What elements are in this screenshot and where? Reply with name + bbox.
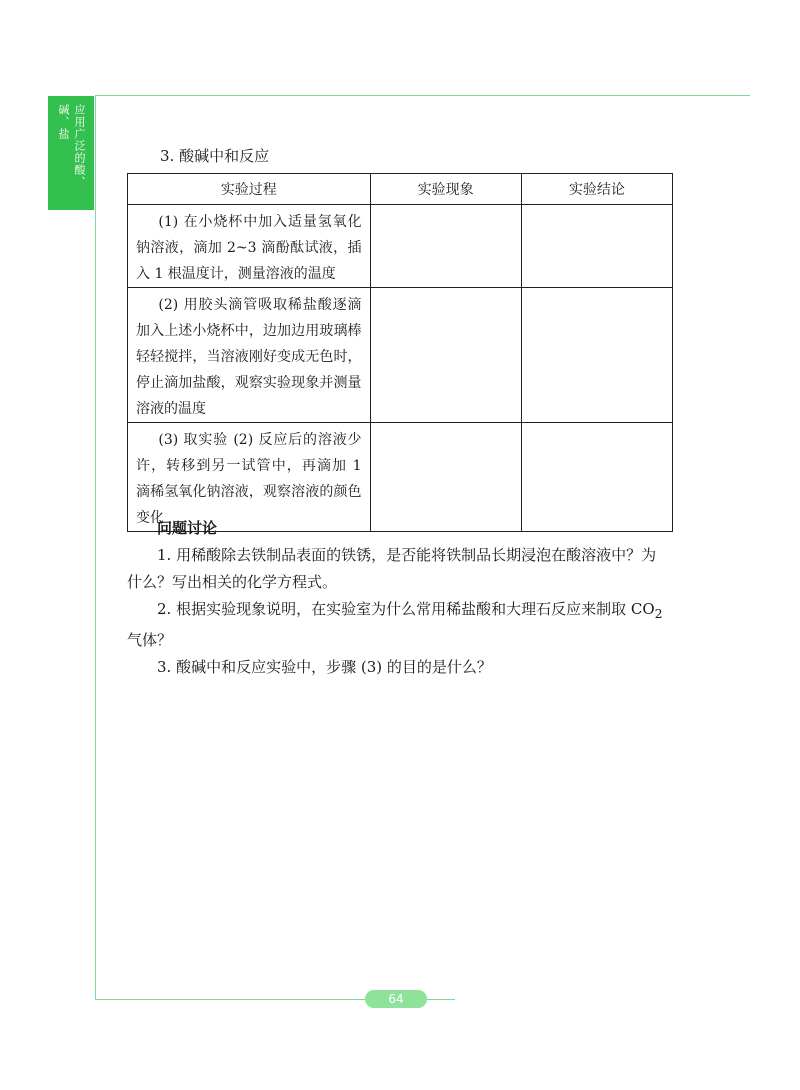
chapter-side-tab-label: 应用广泛的酸、碱、盐 (57, 104, 86, 188)
co2-subscript: 2 (654, 606, 663, 621)
experiment-table (127, 173, 673, 532)
process-cell: (3) 取实验 (2) 反应后的溶液少许，转移到另一试管中，再滴加 1 滴稀氢氧化钠溶液，观察溶液的颜色变化 (128, 423, 371, 532)
table-row (128, 288, 673, 423)
discussion-heading: 问题讨论 (157, 519, 218, 537)
header-process: 实验过程 (128, 174, 371, 205)
discussion-section (127, 515, 667, 681)
header-phenomenon: 实验现象 (370, 174, 521, 205)
phenomenon-cell (370, 205, 521, 288)
frame-top-line (95, 95, 750, 96)
phenomenon-cell (370, 288, 521, 423)
table-row (128, 205, 673, 288)
discussion-question-3: 3. 酸碱中和反应实验中，步骤 (3) 的目的是什么？ (157, 658, 492, 676)
conclusion-cell (521, 288, 672, 423)
discussion-question-1: 1. 用稀酸除去铁制品表面的铁锈，是否能将铁制品长期浸泡在酸溶液中？为什么？写出相关的化学方程式。 (127, 546, 657, 591)
process-cell: (2) 用胶头滴管吸取稀盐酸逐滴加入上述小烧杯中，边加边用玻璃棒轻轻搅拌，当溶液刚好变成无色时，停止滴加盐酸，观察实验现象并测量溶液的温度 (128, 288, 371, 423)
frame-left-line (95, 95, 96, 1000)
question-2-text-end: 气体？ (127, 631, 173, 649)
question-2-text: 2. 根据实验现象说明，在实验室为什么常用稀盐酸和大理石反应来制取 CO (157, 600, 655, 618)
header-conclusion: 实验结论 (521, 174, 672, 205)
process-cell: (1) 在小烧杯中加入适量氢氧化钠溶液，滴加 2~3 滴酚酞试液，插入 1 根温度计，测量溶液的温度 (128, 205, 371, 288)
conclusion-cell (521, 205, 672, 288)
table-header-row (128, 174, 673, 205)
section-title: 3. 酸碱中和反应 (160, 147, 270, 165)
chapter-side-tab (48, 96, 94, 210)
discussion-question-2 (127, 596, 667, 654)
page-number-badge: 64 (365, 990, 427, 1008)
